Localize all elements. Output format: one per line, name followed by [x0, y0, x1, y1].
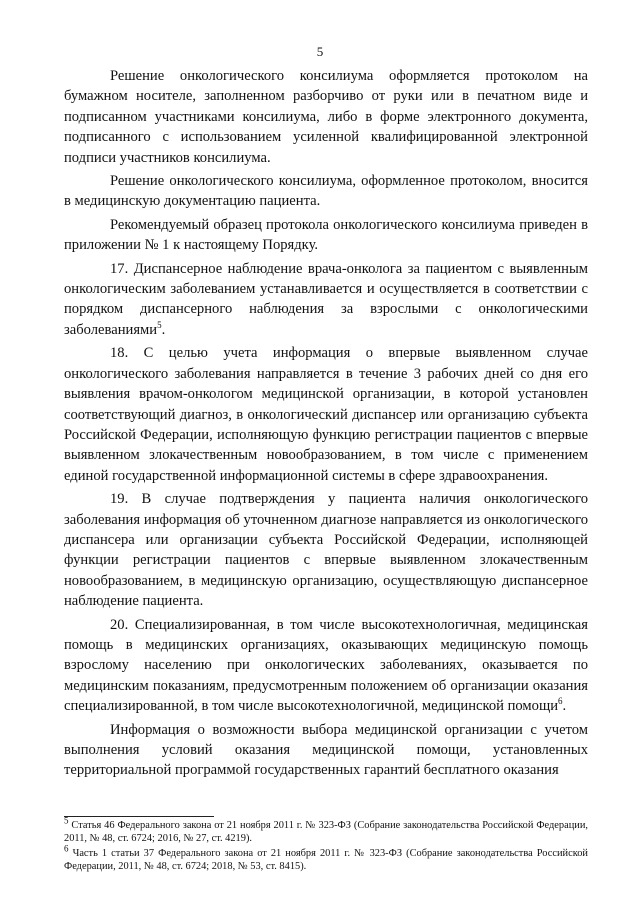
footnote-text: Статья 46 Федерального закона от 21 ноября 2011 г. № 323-ФЗ (Собрание законодательства Российской Федерации, 2011, № 48, ст. 6724; 2016, № 27, ст. 4219). [64, 820, 588, 844]
body-text [64, 66, 588, 781]
paragraph-text: 20. Специализированная, в том числе высокотехнологичная, медицинская помощь в медицинских организациях, оказывающих медицинскую помощь взрослому населению при онкологических заболеваниях, оказывается по медицинским показаниям, предусмотренным положением об организации оказания специализированной, в том числе высокотехнологичной, медицинской помощи [64, 616, 588, 715]
paragraph-text: 18. С целью учета информация о впервые выявленном случае онкологического заболевания направляется в течение 3 рабочих дней со дня его выявления врачом-онкологом медицинской организации, в которой установлен соответствующий диагноз, в онкологический диспансер или организацию субъекта Российской Федерации, исполняющую функцию регистрации пациентов с впервые выявленном злокачественным новообразованием, в том числе с применением единой государственной информационной системы в сфере здравоохранения. [64, 345, 588, 484]
paragraph [64, 343, 588, 486]
paragraph-tail: . [562, 698, 567, 715]
paragraph [64, 720, 588, 781]
footnote [64, 843, 588, 873]
footnotes [64, 815, 588, 873]
paragraph-text: Информация о возможности выбора медицинской организации с учетом выполнения условий оказания медицинской помощи, установленных территориальной программой государственных гарантий бесплатного оказания [64, 721, 588, 779]
paragraph [64, 66, 588, 168]
paragraph-tail: . [161, 321, 166, 338]
footnote [64, 815, 588, 845]
footnote-mark: 6 [64, 843, 69, 854]
paragraph-text: Решение онкологического консилиума, оформленное протоколом, вносится в медицинскую документацию пациента. [64, 173, 588, 210]
paragraph [64, 171, 588, 212]
paragraph [64, 215, 588, 256]
footnote-reference: 5 [157, 320, 162, 331]
paragraph-text: Рекомендуемый образец протокола онкологического консилиума приведен в приложении № 1 к настоящему Порядку. [64, 216, 588, 254]
paragraph [64, 615, 588, 717]
paragraph [64, 259, 588, 341]
footnote-divider [64, 816, 214, 817]
paragraph-text: 17. Диспансерное наблюдение врача-онколога за пациентом с выявленным онкологическим заболеванием устанавливается и осуществляется в соответствии с порядком диспансерного наблюдения за взрослыми с онкологическими заболеваниями [64, 260, 588, 338]
footnote-reference: 6 [558, 696, 563, 707]
footnote-mark: 5 [64, 815, 69, 826]
footnote-text: Часть 1 статьи 37 Федерального закона от 21 ноября 2011 г. № 323-ФЗ (Собрание законодательства Российской Федерации, 2011, № 48, ст. 6724; 2018, № 53, ст. 8415). [64, 848, 588, 872]
paragraph [64, 489, 588, 611]
page-number: 5 [316, 44, 324, 59]
paragraph-text: Решение онкологического консилиума оформляется протоколом на бумажном носителе, заполненном разборчиво от руки или в печатном виде и подписанном участниками консилиума, либо в форме электронного документа, подписанного с использованием усиленной квалифицированной электронной подписи участников консилиума. [64, 68, 588, 166]
paragraph-text: 19. В случае подтверждения у пациента наличия онкологического заболевания информация об уточненном диагнозе направляется из онкологического диспансера или организации субъекта Российской Федерации, исполняющей функции регистрации пациентов с впервые выявленном злокачественным новообразованием, в медицинскую организацию, осуществляющую диспансерное наблюдение пациента. [64, 491, 588, 610]
